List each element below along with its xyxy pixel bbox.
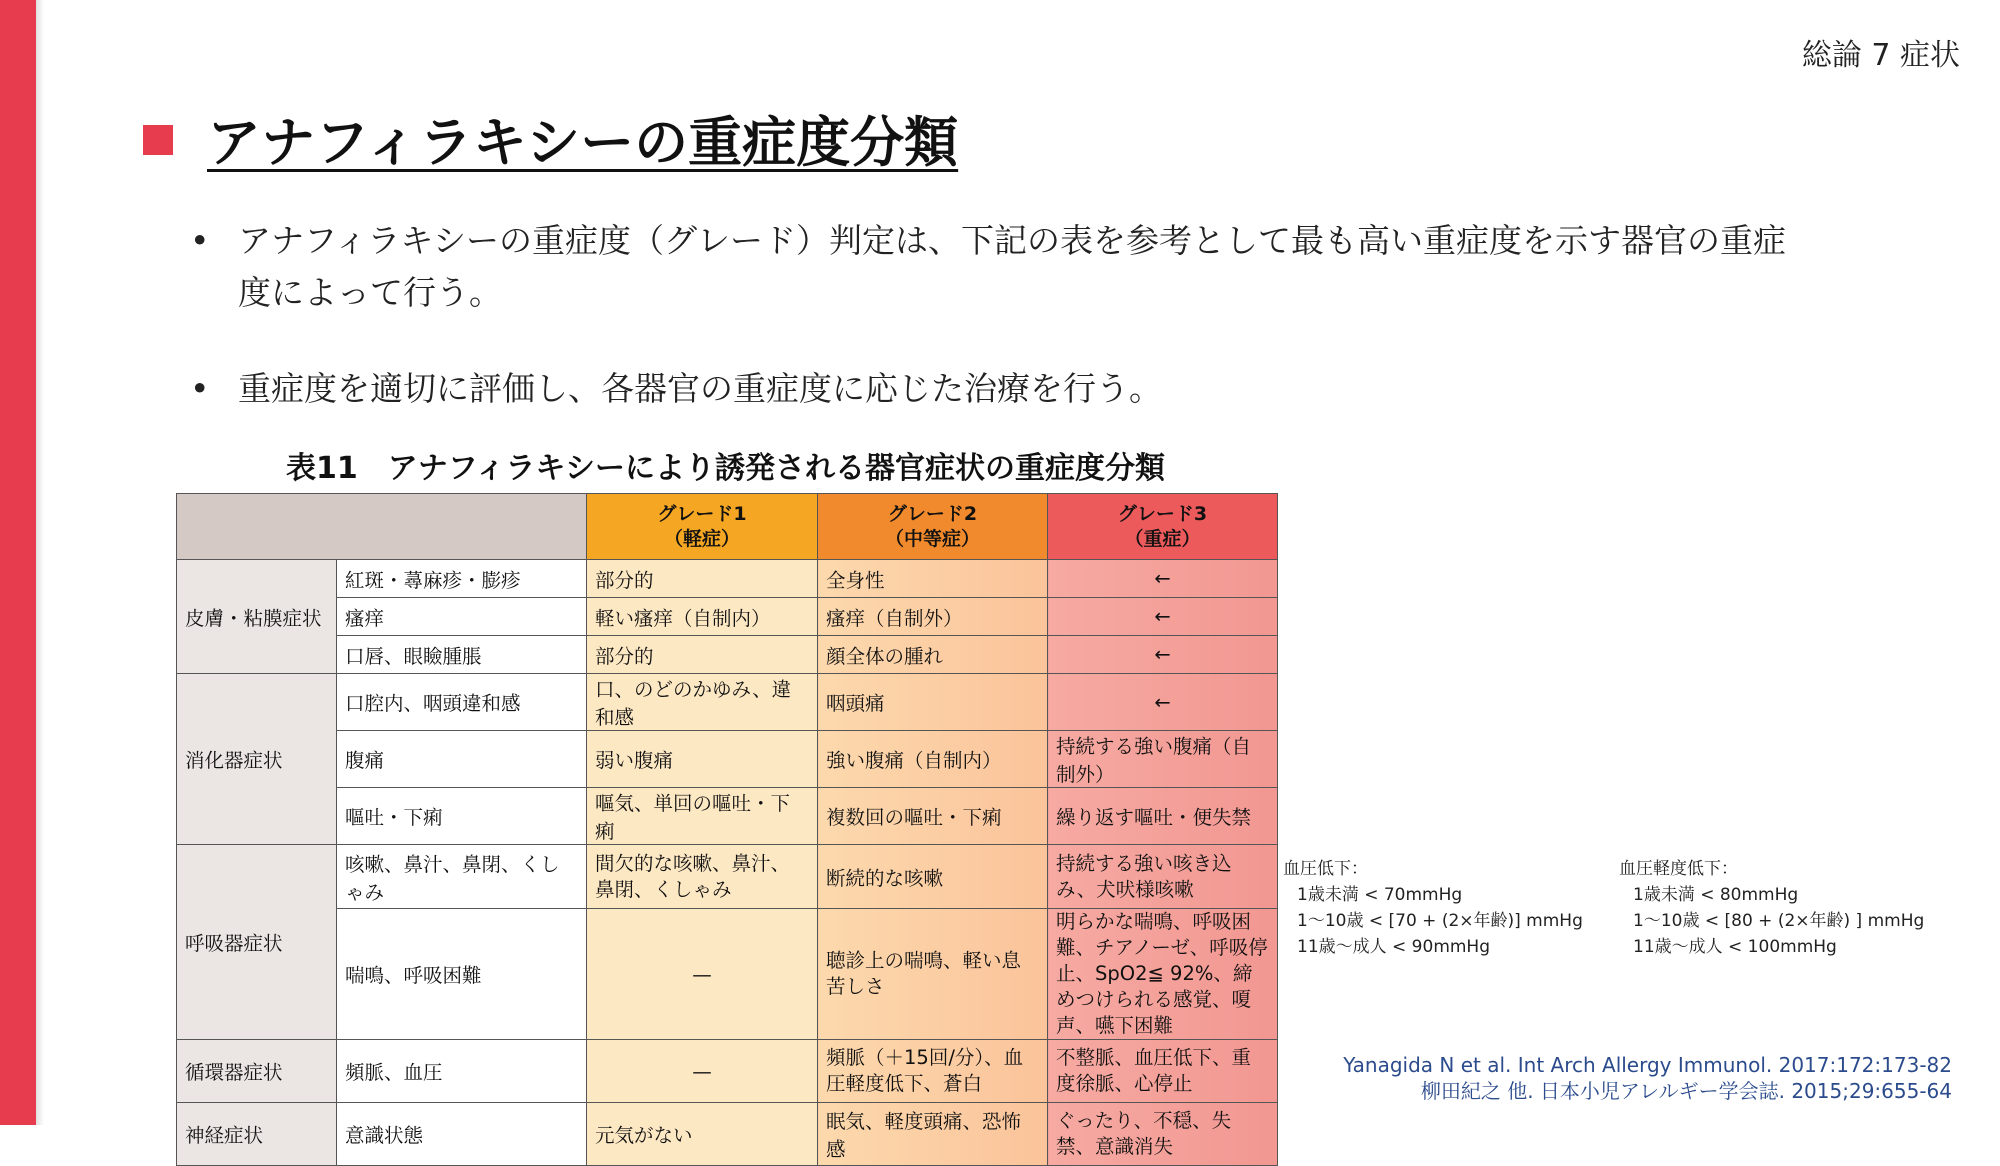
bp-mild-line: 1歳未満 < 80mmHg: [1633, 885, 1799, 905]
header-grade2-sub: （中等症）: [884, 527, 980, 550]
bullet-list: [190, 215, 1790, 459]
category-cell: 神経症状: [177, 1103, 337, 1166]
symptom-cell: 口唇、眼瞼腫脹: [337, 636, 587, 674]
bp-mild-line: 11歳～成人 < 100mmHg: [1633, 937, 1837, 957]
grade3-cell: ←: [1048, 636, 1278, 674]
table-header-row: [177, 494, 1278, 560]
symptom-cell: 瘙痒: [337, 598, 587, 636]
table-row: [177, 909, 1278, 1040]
grade2-cell: 断続的な咳嗽: [818, 845, 1048, 909]
category-cell: 消化器症状: [177, 674, 337, 845]
header-grade1-label: グレード1: [657, 502, 747, 525]
grade3-cell: ←: [1048, 674, 1278, 731]
category-cell: 呼吸器症状: [177, 845, 337, 1040]
bp-low-heading: 血圧低下：: [1283, 859, 1368, 879]
references: [1343, 1052, 1952, 1104]
grade3-cell: 繰り返す嘔吐・便失禁: [1048, 788, 1278, 845]
bp-low-line: 1歳未満 < 70mmHg: [1297, 885, 1463, 905]
grade3-cell: ←: [1048, 598, 1278, 636]
table-row: [177, 674, 1278, 731]
grade1-cell: 部分的: [587, 636, 818, 674]
severity-table: [176, 493, 1278, 1166]
bp-mild-line: 1～10歳 < [80 + (2×年齢) ] mmHg: [1633, 911, 1925, 931]
symptom-cell: 意識状態: [337, 1103, 587, 1166]
table-row: [177, 636, 1278, 674]
table-row: [177, 560, 1278, 598]
header-grade1: [587, 494, 818, 560]
table-row: [177, 788, 1278, 845]
grade1-cell: 元気がない: [587, 1103, 818, 1166]
bp-low-line: 1～10歳 < [70 + (2×年齢)] mmHg: [1297, 911, 1583, 931]
grade3-cell: ぐったり、不穏、失禁、意識消失: [1048, 1103, 1278, 1166]
table-row: [177, 1040, 1278, 1103]
reference-line: Yanagida N et al. Int Arch Allergy Immunol. 2017:172:173-82: [1343, 1053, 1952, 1077]
header-grade2-label: グレード2: [887, 502, 978, 525]
header-grade3: [1048, 494, 1278, 560]
category-cell: 循環器症状: [177, 1040, 337, 1103]
table-row: [177, 598, 1278, 636]
grade3-cell: ←: [1048, 560, 1278, 598]
grade1-cell: 嘔気、単回の嘔吐・下痢: [587, 788, 818, 845]
grade2-cell: 強い腹痛（自制内）: [818, 731, 1048, 788]
grade2-cell: 全身性: [818, 560, 1048, 598]
left-accent-bar: [0, 0, 36, 1125]
page-title: アナフィラキシーの重症度分類: [207, 111, 959, 174]
grade1-cell: —: [587, 909, 818, 1040]
grade2-cell: 瘙痒（自制外）: [818, 598, 1048, 636]
symptom-cell: 口腔内、咽頭違和感: [337, 674, 587, 731]
header-grade3-sub: （重症）: [1124, 527, 1201, 550]
table-row: [177, 1103, 1278, 1166]
symptom-cell: 咳嗽、鼻汁、鼻閉、くしゃみ: [337, 845, 587, 909]
table-row: [177, 731, 1278, 788]
title-bullet-square: [143, 125, 173, 155]
grade2-cell: 頻脈（＋15回/分）、血圧軽度低下、蒼白: [818, 1040, 1048, 1103]
grade2-cell: 眠気、軽度頭痛、恐怖感: [818, 1103, 1048, 1166]
header-grade2: [818, 494, 1048, 560]
grade1-cell: 部分的: [587, 560, 818, 598]
symptom-cell: 紅斑・蕁麻疹・膨疹: [337, 560, 587, 598]
bp-low-line: 11歳～成人 < 90mmHg: [1297, 937, 1491, 957]
grade1-cell: —: [587, 1040, 818, 1103]
left-accent-shadow: [36, 0, 44, 1125]
header-grade1-sub: （軽症）: [663, 527, 740, 550]
bp-mild-note: [1619, 856, 1924, 960]
section-label: 総論 7 症状: [1801, 38, 1960, 73]
grade2-cell: 咽頭痛: [818, 674, 1048, 731]
table-row: [177, 845, 1278, 909]
symptom-cell: 腹痛: [337, 731, 587, 788]
grade2-cell: 複数回の嘔吐・下痢: [818, 788, 1048, 845]
grade1-cell: 軽い瘙痒（自制内）: [587, 598, 818, 636]
bullet-item: • アナフィラキシーの重症度（グレード）判定は、下記の表を参考として最も高い重症度を示す器官の重症度によって行う。: [190, 215, 1790, 319]
grade3-cell: 持続する強い腹痛（自制外）: [1048, 731, 1278, 788]
symptom-cell: 喘鳴、呼吸困難: [337, 909, 587, 1040]
bullet-item: • 重症度を適切に評価し、各器官の重症度に応じた治療を行う。: [190, 363, 1790, 415]
symptom-cell: 嘔吐・下痢: [337, 788, 587, 845]
grade1-cell: 弱い腹痛: [587, 731, 818, 788]
bp-mild-heading: 血圧軽度低下：: [1619, 859, 1738, 879]
reference-line: 柳田紀之 他. 日本小児アレルギー学会誌. 2015;29:655-64: [1420, 1079, 1952, 1103]
category-cell: 皮膚・粘膜症状: [177, 560, 337, 674]
header-blank-cell: [177, 494, 587, 560]
symptom-cell: 頻脈、血圧: [337, 1040, 587, 1103]
grade3-cell: 不整脈、血圧低下、重度徐脈、心停止: [1048, 1040, 1278, 1103]
bp-low-note: [1283, 856, 1583, 960]
header-grade3-label: グレード3: [1117, 502, 1208, 525]
grade1-cell: 間欠的な咳嗽、鼻汁、鼻閉、くしゃみ: [587, 845, 818, 909]
grade3-cell: 明らかな喘鳴、呼吸困難、チアノーゼ、呼吸停止、SpO2≦ 92%、締めつけられる感覚、嗄声、嚥下困難: [1048, 909, 1278, 1040]
grade1-cell: 口、のどのかゆみ、違和感: [587, 674, 818, 731]
grade3-cell: 持続する強い咳き込み、犬吠様咳嗽: [1048, 845, 1278, 909]
grade2-cell: 顔全体の腫れ: [818, 636, 1048, 674]
grade2-cell: 聴診上の喘鳴、軽い息苦しさ: [818, 909, 1048, 1040]
table-title: 表11 アナフィラキシーにより誘発される器官症状の重症度分類: [286, 451, 1166, 486]
